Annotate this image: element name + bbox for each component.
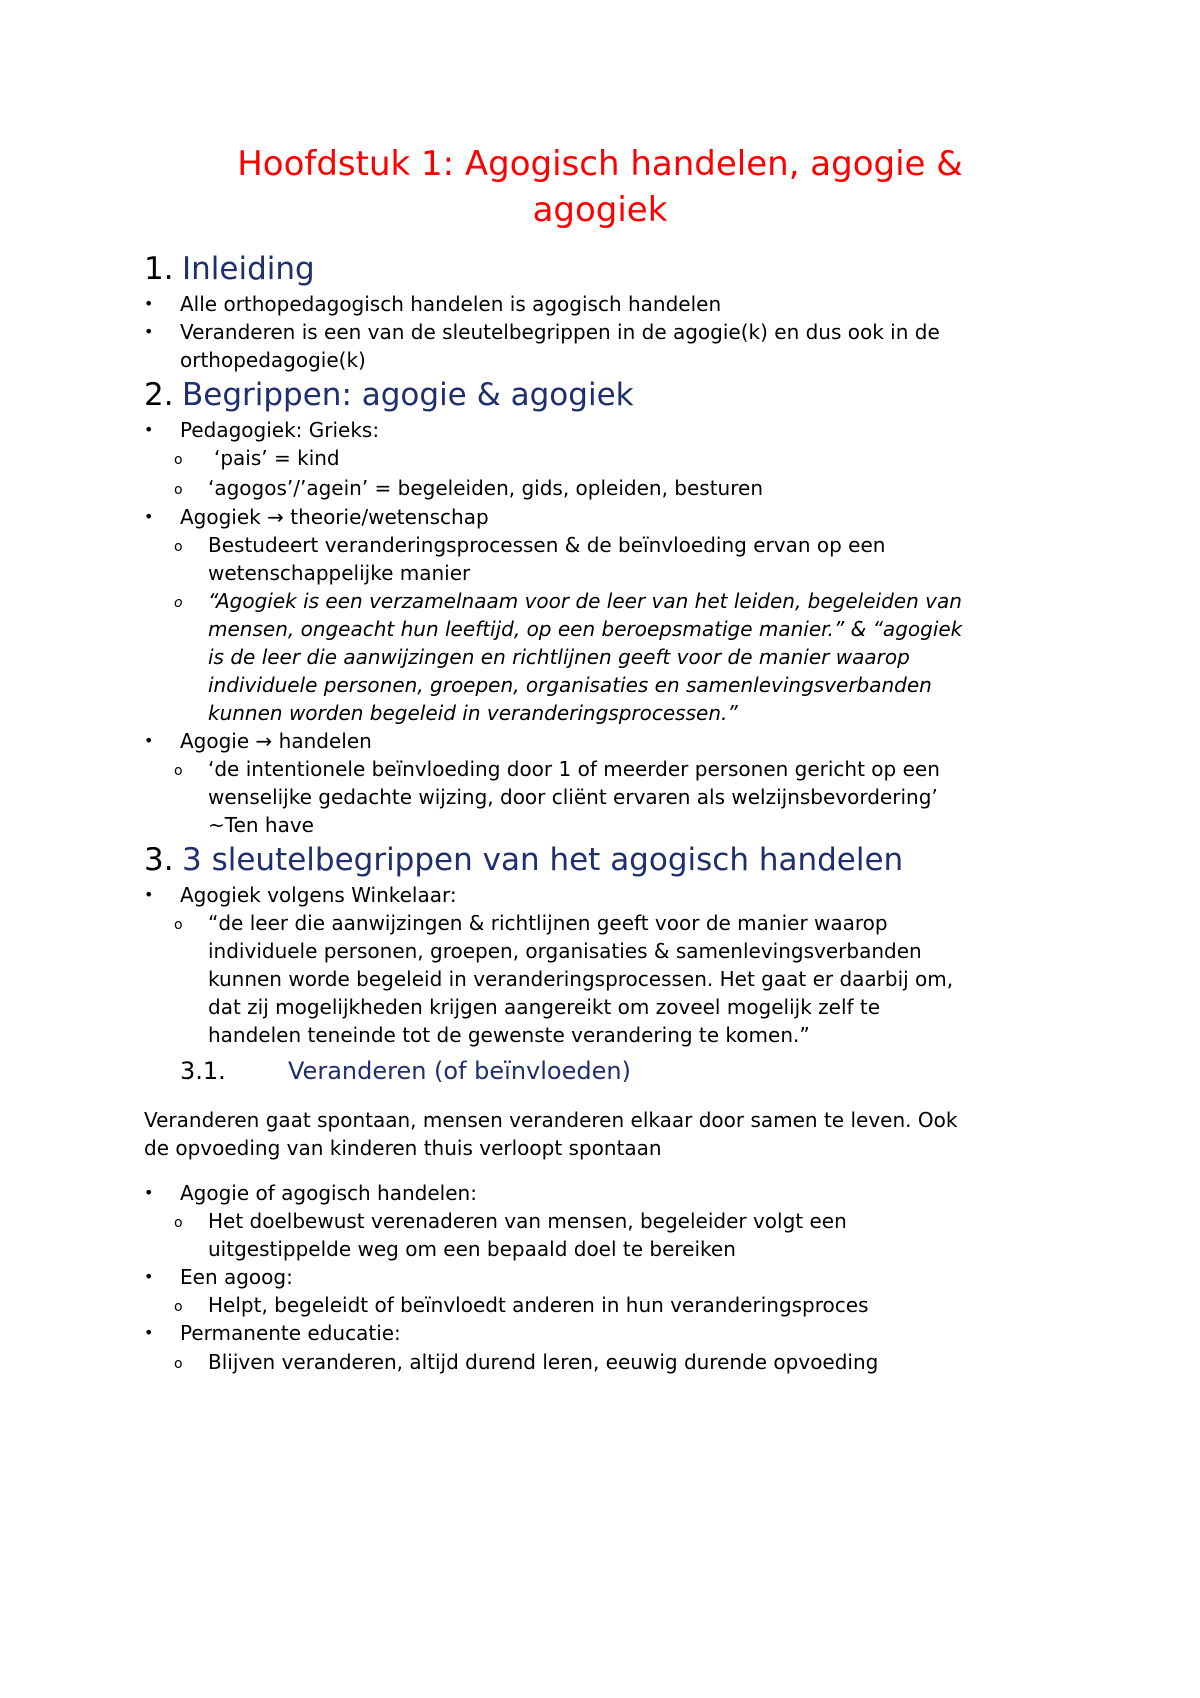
heading-text: Veranderen (of beïnvloeden) (288, 1057, 631, 1085)
list-item-continuation: orthopedagogie(k) (180, 348, 366, 372)
circle-bullet-icon: o (174, 595, 183, 611)
paragraph-line: Veranderen gaat spontaan, mensen veranderen elkaar door samen te leven. Ook (144, 1108, 958, 1132)
bullet-icon: • (144, 731, 154, 750)
bullet-icon: • (144, 1183, 154, 1202)
heading-inleiding (144, 249, 315, 289)
title-line-2: agogiek (532, 190, 668, 230)
circle-bullet-icon: o (174, 1299, 183, 1315)
heading-number: 2. (144, 377, 174, 413)
bullet-icon: • (144, 420, 154, 439)
bullet-icon: • (144, 1267, 154, 1286)
title-line-1: Hoofdstuk 1: Agogisch handelen, agogie & (237, 144, 963, 184)
heading-sleutelbegrippen (144, 840, 903, 880)
sub-list-item-continuation: mensen, ongeacht hun leeftijd, op een beroepsmatige manier.” & “agogiek (208, 617, 963, 641)
sub-list-item-continuation: dat zij mogelijkheden krijgen aangereikt om zoveel mogelijk zelf te (208, 995, 881, 1019)
heading-veranderen (180, 1055, 631, 1087)
arrow-right-icon: → (267, 505, 284, 529)
heading-number: 3.1. (180, 1057, 226, 1085)
sub-list-item-continuation: individuele personen, groepen, organisaties & samenlevingsverbanden (208, 939, 922, 963)
circle-bullet-icon: o (174, 1356, 183, 1372)
sub-list-item-continuation: kunnen worden begeleid in veranderingsprocessen.” (208, 701, 738, 725)
circle-bullet-icon: o (174, 1215, 183, 1231)
heading-begrippen (144, 375, 634, 415)
arrow-right-icon: → (255, 729, 273, 753)
bullet-icon: • (144, 294, 154, 313)
circle-bullet-icon: o (174, 482, 183, 498)
heading-number: 1. (144, 251, 174, 287)
circle-bullet-icon: o (174, 763, 183, 779)
sub-list-item-continuation: individuele personen, groepen, organisaties en samenlevingsverbanden (208, 673, 932, 697)
sub-list-item-continuation: ~Ten have (208, 813, 314, 837)
circle-bullet-icon: o (174, 452, 183, 468)
sub-list-item-continuation: kunnen worde begeleid in veranderingsprocessen. Het gaat er daarbij om, (208, 967, 954, 991)
paragraph-line: de opvoeding van kinderen thuis verloopt spontaan (144, 1136, 662, 1160)
sub-list-item-continuation: handelen teneinde tot de gewenste verandering te komen.” (208, 1023, 810, 1047)
sub-list-item-continuation: wenselijke gedachte wijzing, door cliënt ervaren als welzijnsbevordering’ (208, 785, 938, 809)
circle-bullet-icon: o (174, 539, 183, 555)
sub-list-item-continuation: wetenschappelijke manier (208, 561, 471, 585)
bullet-icon: • (144, 507, 154, 526)
sub-list-item-continuation: is de leer die aanwijzingen en richtlijnen geeft voor de manier waarop (208, 645, 910, 669)
sub-list-item-continuation: uitgestippelde weg om een bepaald doel te bereiken (208, 1237, 736, 1261)
document-page: Hoofdstuk 1: Agogisch handelen, agogie & agogiek 1. Inleiding • Alle orthopedagogisch handelen is agogisch handelen • Veranderen is een van de sleutelbegrippen in de agogie(k) en dus ook in de orthopedagogie(k) 2. Begrippen: agogie & agogiek • Pedagogiek: Grieks: o ‘pais’ = kind o ‘agogos’/’agein’ = begeleiden, gids, opleiden, besturen • Agogiek → theorie/wetenschap o Bestudeert veranderingsprocessen & de beïnvloeding ervan op een wetenschappelijke manier o “Agogiek is een verzamelnaam voor de leer van het leiden, begeleiden van mensen, ongeacht hun leeftijd, op een beroepsmatige manier.” & “agogiek is de leer die aanwijzingen en richtlijnen geeft voor de manier waarop individuele personen, groepen, organisaties en samenlevingsverbanden kunnen worden begeleid in veranderingsprocessen.” • Agogie → handelen o ‘de intentionele beïnvloeding door 1 of meerder personen gericht op een wenselijke gedachte wijzing, door cliënt ervaren als welzijnsbevordering’ ~Ten have 3. 3 sleutelbegrippen van het agogisch handelen • Agogiek volgens Winkelaar: o “de leer die aanwijzingen & richtlijnen geeft voor de manier waarop individuele personen, groepen, organisaties & samenlevingsverbanden kunnen worde begeleid in veranderingsprocessen. Het gaat er daarbij om, dat zij mogelijkheden krijgen aangereikt om zoveel mogelijk zelf te handelen teneinde tot de gewenste verandering te komen.” 3.1. Veranderen (of beïnvloeden) Veranderen gaat spontaan, mensen veranderen elkaar door samen te leven. Ook de opvoeding van kinderen thuis verloopt spontaan • Agogie of agogisch handelen: o Het doelbewust verenaderen van mensen, begeleider volgt een uitgestippelde weg om een bepaald doel te bereiken • Een agoog: o Helpt, begeleidt of beïnvloedt anderen in hun veranderingsproces • Permanente educatie: o Blijven veranderen, altijd durend leren, eeuwig durende opvoeding (0, 0, 1200, 1698)
heading-text: Begrippen: agogie & agogiek (182, 377, 634, 413)
circle-bullet-icon: o (174, 917, 183, 933)
bullet-icon: • (144, 885, 154, 904)
bullet-icon: • (144, 322, 154, 341)
heading-number: 3. (144, 842, 174, 878)
bullet-icon: • (144, 1323, 154, 1342)
heading-text: 3 sleutelbegrippen van het agogisch handelen (182, 842, 904, 878)
heading-text: Inleiding (182, 251, 315, 287)
page-title (144, 141, 1056, 233)
